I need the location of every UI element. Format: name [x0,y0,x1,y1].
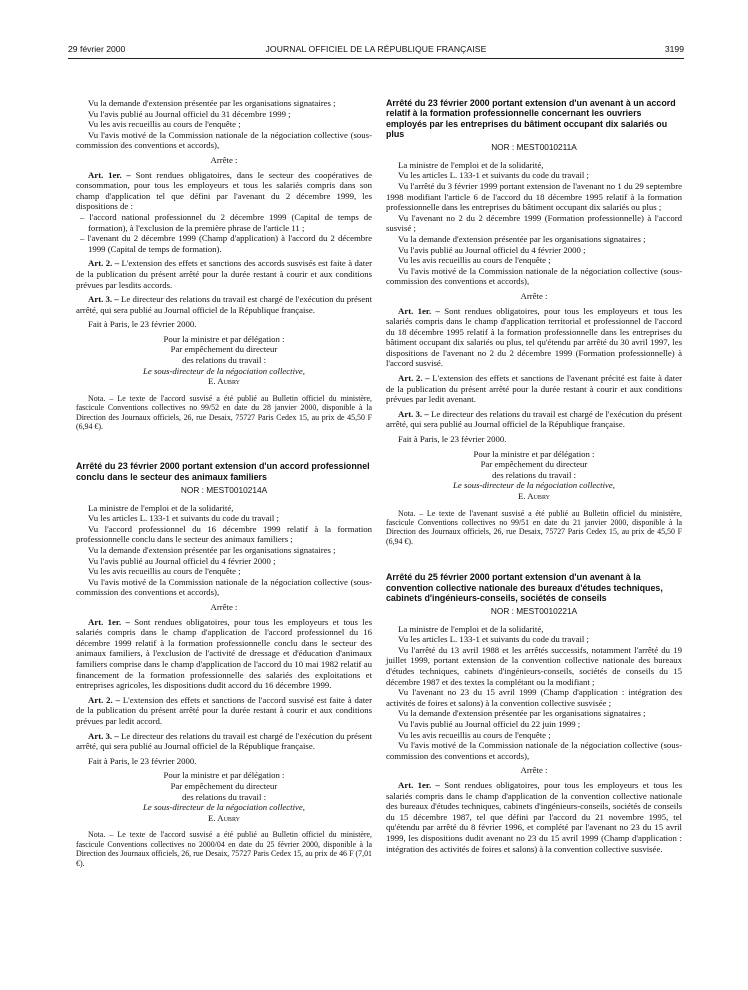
signature-line: Pour la ministre et par délégation : [163,333,285,344]
article-text: L'extension des effets et sanctions de l'accord susvisé est faite à dater de la publication du présent arrêté pour la durée restant à courir et aux conditions prévues par ledit accord. [76,694,372,726]
article-label: Art. 3. – [398,408,429,419]
signature-line: des relations du travail : [181,791,267,802]
section-title: Arrêté du 25 février 2000 portant extension d'un avenant à la convention collective nationale des bureaux d'études techniques, cabinets d'ingénieurs-conseils, sociétés de conseils [386,572,663,603]
article-label: Art. 2. – [88,694,120,705]
header-journal-title: JOURNAL OFFICIEL DE LA RÉPUBLIQUE FRANÇAISE [265,44,487,54]
signature-line: Par empêchement du directeur [170,344,278,355]
section-title: Arrêté du 23 février 2000 portant extension d'un accord professionnel conclu dans le secteur des animaux familiers [76,461,370,482]
section-title: Arrêté du 23 février 2000 portant extension d'un avenant à un accord relatif à la formation professionnelle concernant les ouvriers employés par les entreprises du bâtiment occupant dix salariés ou plus [386,98,676,139]
signatory-name: E. Aubry [208,376,240,387]
left-column [76,98,372,868]
article-label: Art. 1er. – [88,616,130,627]
visa: Vu l'avis motivé de la Commission nationale de la négociation collective (sous-commission des conventions et accords), [76,129,372,151]
visa: La ministre de l'emploi et de la solidarité, [398,159,544,170]
article-text: Le directeur des relations du travail est chargé de l'exécution du présent arrêté, qui sera publié au Journal officiel de la République française. [76,294,373,315]
done-at: Fait à Paris, le 23 février 2000. [88,755,197,766]
visa: Vu les avis recueillis au cours de l'enquête ; [398,729,551,740]
visa: Vu la demande d'extension présentée par les organisations signataires ; [88,98,336,108]
done-at: Fait à Paris, le 23 février 2000. [398,434,507,445]
visa: Vu l'avis motivé de la Commission nationale de la négociation collective (sous-commission des conventions et accords), [386,265,682,287]
nota: Nota. – Le texte de l'accord susvisé a été publié au Bulletin officiel du ministère, fascicule Conventions collectives no 2000/04 en date du 25 février 2000, disponible à la Direction des Journaux officiels, 26, rue Desaix, 75727 Paris Cedex 15, au prix de 46 F (7,01 €). [76,830,372,868]
visa: Vu les articles L. 133-1 et suivants du code du travail ; [88,513,279,524]
visa: Vu les avis recueillis au cours de l'enquête ; [88,119,241,130]
article-1 [76,617,372,691]
article-text: Sont rendues obligatoires, dans le secteur des coopératives de consommation, pour tous les employeurs et tous les salariés compris dans son champ d'application tel que défini par l'avenant du 2 décembre 1999, les dispositions de : [76,169,372,212]
visa: Vu l'arrêté du 13 avril 1988 et les arrêtés successifs, notamment l'arrêté du 19 juillet 1999, portant extension de la convention collective nationale des bureaux d'études techniques, cabinets d'ingénieurs-conseils, sociétés de conseils du 15 décembre 1987 et des textes la complétant ou la modifiant ; [386,644,682,687]
header-page-number: 3199 [664,44,684,54]
signature-line: Par empêchement du directeur [480,459,588,470]
signatory-name: E. Aubry [208,812,240,823]
visa: Vu la demande d'extension présentée par les organisations signataires ; [88,545,336,556]
article-text: L'extension des effets et sanctions de l'avenant précité est faite à dater de la publication du présent arrêté pour la durée restant à courir et aux conditions prévues par ledit avenant. [386,373,682,405]
visa: Vu les avis recueillis au cours de l'enquête ; [88,566,241,577]
article-3 [76,731,372,752]
visa: Vu les avis recueillis au cours de l'enquête ; [398,255,551,266]
signature-line: Pour la ministre et par délégation : [473,448,595,459]
page-header [68,44,684,58]
list-item: – l'avenant du 2 décembre 1999 (Champ d'application) à l'accord du 2 décembre 1999 (Capital de temps de formation). [80,233,372,254]
article-label: Art. 1er. – [398,305,440,316]
visa: Vu les articles L. 133-1 et suivants du code du travail ; [398,634,589,645]
visa: La ministre de l'emploi et de la solidarité, [88,502,234,513]
article-label: Art. 2. – [398,373,430,384]
signature-line: Pour la ministre et par délégation : [163,770,285,781]
signature-line: Par empêchement du directeur [170,780,278,791]
visa: Vu l'accord professionnel du 16 décembre 1999 relatif à la formation professionnelle conclu dans le secteur des animaux familiers ; [76,523,372,545]
visa: Vu la demande d'extension présentée par les organisations signataires ; [398,233,646,244]
article-text: Sont rendues obligatoires, pour tous les employeurs et tous les salariés compris dans le champ d'application de la convention collective nationale des bureaux d'études techniques, cabinets d'ingénieurs-conseils, sociétés de conseils du 15 décembre 1987, tel que défini par l'accord du 21 novembre 1995, tel qu'étendu par arrêté du 8 février 1996, et complété par l'avenant no 23 du 15 avril 1999, les dispositions dudit avenant no 23 du 15 avril 1999 (Champ d'application : intégration des activités de foires et salons) à la convention collective susvisée. [386,780,683,854]
visa: Vu l'avis motivé de la Commission nationale de la négociation collective (sous-commission des conventions et accords), [76,576,372,598]
list-item: – l'accord national professionnel du 2 décembre 1999 (Capital de temps de formation), à l'exclusion de la première phrase de l'article 11 ; [80,211,372,233]
visa: Vu l'avis publié au Journal officiel du 4 février 2000 ; [398,244,586,255]
visa: Vu l'avis publié au Journal officiel du 31 décembre 1999 ; [88,108,291,119]
article-label: Art. 2. – [88,258,120,269]
article-1 [76,170,372,212]
signatory-name: E. Aubry [518,491,550,501]
visa: Vu la demande d'extension présentée par les organisations signataires ; [398,708,646,719]
article-label: Art. 1er. – [88,169,131,180]
right-column [386,98,682,854]
visa: La ministre de l'emploi et de la solidarité, [398,623,544,634]
header-date: 29 février 2000 [68,44,126,54]
visa: Vu l'avis motivé de la Commission nationale de la négociation collective (sous-commission des conventions et accords), [386,740,682,761]
article-3 [76,294,372,315]
visa: Vu l'arrêté du 3 février 1999 portant extension de l'avenant no 1 du 29 septembre 1998 modifiant l'article 6 de l'accord du 18 décembre 1995 relatif à la formation professionnelle dans les entreprises du bâtiment occupant dix salariés ou plus ; [386,180,682,213]
article-3 [386,409,682,430]
visa: Vu l'avenant no 2 du 2 décembre 1999 (Formation professionnelle) à l'accord susvisé ; [386,212,682,234]
done-at: Fait à Paris, le 23 février 2000. [88,319,197,330]
article-label: Art. 3. – [88,294,119,305]
visa: Vu l'avis publié au Journal officiel du 4 février 2000 ; [88,555,276,566]
article-text: Le directeur des relations du travail est chargé de l'exécution du présent arrêté, qui sera publié au Journal officiel de la République française. [76,730,373,752]
signature-line: des relations du travail : [491,469,577,480]
signature-role: Le sous-directeur de la négociation collective, [143,365,305,376]
nota: Nota. – Le texte de l'accord susvisé a été publié au Bulletin officiel du ministère, fascicule Conventions collectives no 99/52 en date du 28 janvier 2000, disponible à la Direction des Journaux officiels, 26, rue Desaix, 75727 Paris Cedex 15, au prix de 45,50 F (6,94 €). [76,393,372,432]
signature-role: Le sous-directeur de la négociation collective, [143,802,305,813]
nor-reference: NOR : MEST0010214A [180,485,268,496]
article-text: Sont rendues obligatoires, pour tous les employeurs et tous les salariés compris dans le champ d'application de l'accord professionnel du 16 décembre 1999 relatif à la formation professionnelle conclu dans le secteur des animaux familiers, à l'exclusion de l'activité de dressage et d'éducation d'animaux familiers comprise dans le champ d'application de l'accord du 10 mai 1982 relatif au financement de la formation professionnelle des salariés des exploitations et entreprises agricoles, les dispositions dudit accord du 16 décembre 1999. [76,616,373,691]
visa: Vu l'avis publié au Journal officiel du 22 juin 1999 ; [398,719,581,730]
article-2 [76,695,372,727]
article-text: L'extension des effets et sanctions des accords susvisés est faite à dater de la publication du présent arrêté pour la durée restant à courir et aux conditions prévues par lesdits accords. [76,258,373,290]
visa: Vu les articles L. 133-1 et suivants du code du travail ; [398,170,589,181]
article-text: Sont rendues obligatoires, pour tous les employeurs et tous les salariés compris dans le champ d'application territorial et professionnel de l'accord du 18 décembre 1995 relatif à la formation professionnelle dans les entreprises du bâtiment occupant dix salariés ou plus, tel qu'étendu par arrêté du 30 avril 1997, les dispositions de l'avenant no 2 du 2 décembre 1999 (Formation professionnelle) à l'accord susvisé. [386,305,683,369]
article-label: Art. 1er. – [398,780,440,791]
nor-reference: NOR : MEST0010221A [490,606,578,617]
nota: Nota. – Le texte de l'avenant susvisé a été publié au Bulletin officiel du ministère, fascicule Conventions collectives no 99/51 en date du 21 janvier 2000, disponible à la Direction des Journaux officiels, 26, rue Desaix, 75727 Paris Cedex 15, au prix de 45,50 F (6,94 €). [386,508,682,546]
article-1 [386,306,682,370]
arrete-heading: Arrête : [210,154,238,165]
arrete-heading: Arrête : [520,765,548,776]
signature-line: des relations du travail : [181,355,267,366]
signature-role: Le sous-directeur de la négociation collective, [453,480,615,491]
header-rule [68,58,684,59]
article-2 [76,258,372,290]
visa: Vu l'avenant no 23 du 15 avril 1999 (Champ d'application : intégration des activités de foires et salons) à la convention collective susvisée ; [386,687,682,708]
article-1 [386,780,682,854]
arrete-heading: Arrête : [210,602,238,612]
arrete-heading: Arrête : [520,290,548,301]
nor-reference: NOR : MEST0010211A [491,142,577,153]
article-label: Art. 3. – [88,730,119,741]
article-text: Le directeur des relations du travail est chargé de l'exécution du présent arrêté, qui sera publié au Journal officiel de la République française. [386,408,683,430]
article-2 [386,373,682,405]
